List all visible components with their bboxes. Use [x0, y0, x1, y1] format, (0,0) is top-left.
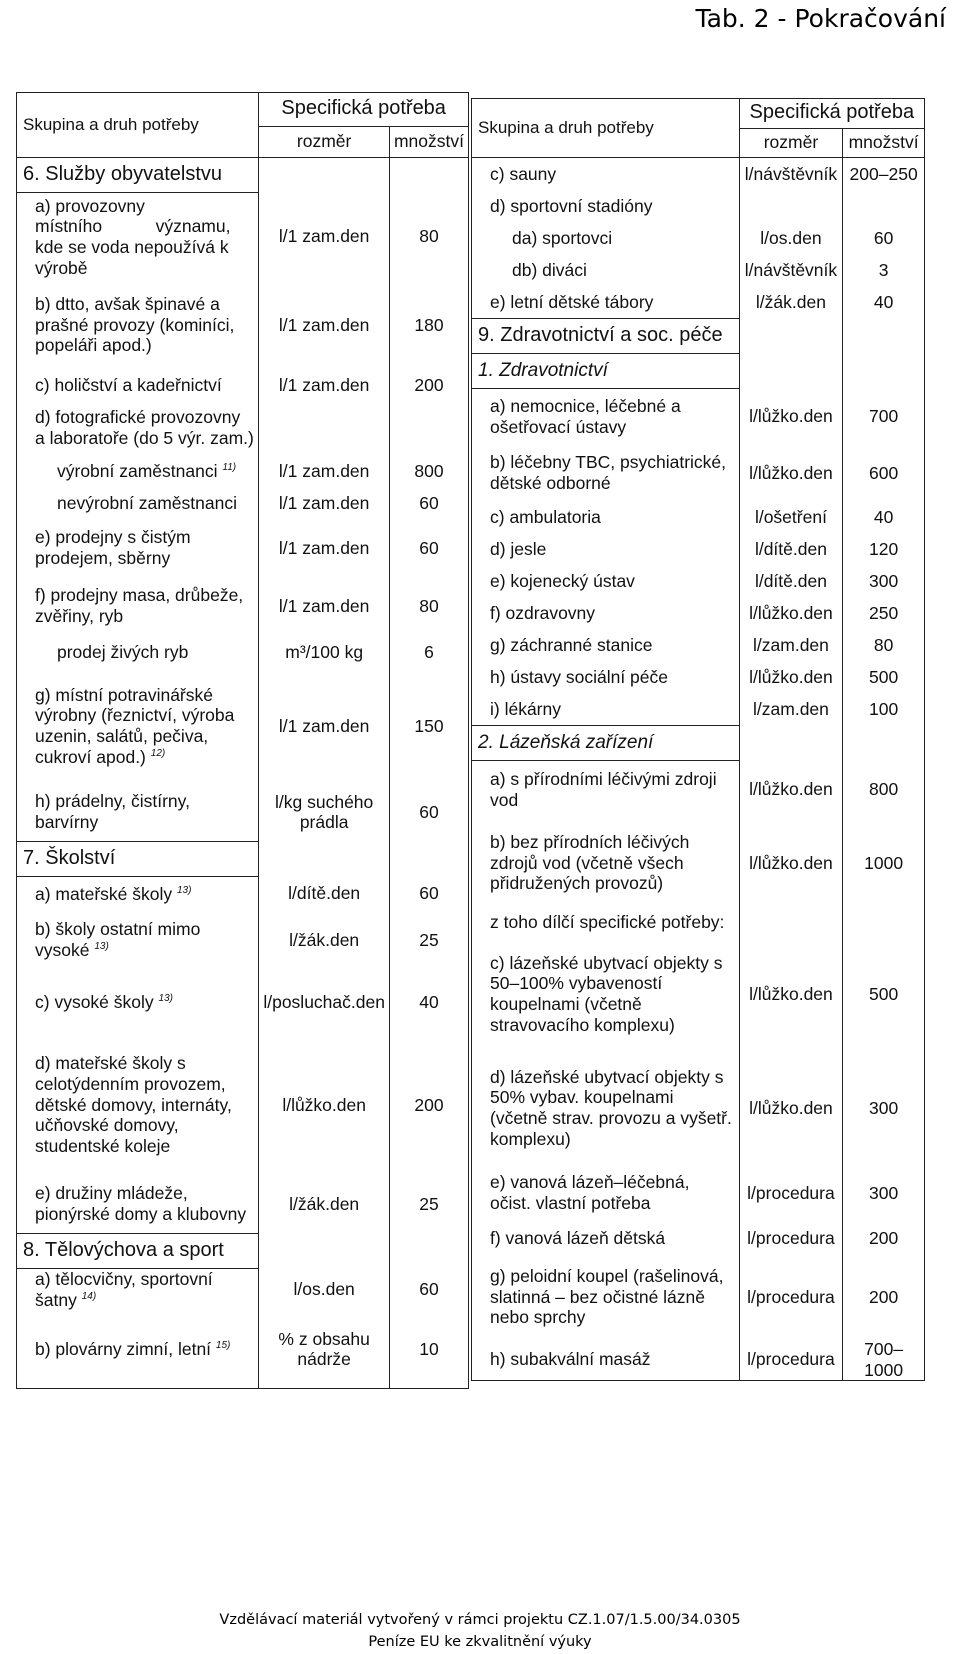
footnote-ref: 14): [81, 1290, 97, 1302]
unit-cell: l/žák.den: [739, 286, 843, 319]
table-row: [472, 907, 925, 937]
quantity-cell: 300: [843, 1051, 925, 1165]
quantity-cell: 1000: [843, 819, 925, 907]
row-label: [472, 389, 740, 446]
row-label: [472, 1255, 740, 1339]
table-row: [472, 501, 925, 533]
table-row: [472, 319, 925, 354]
table-row: [472, 726, 925, 761]
row-label-text: e) družiny mládeže, pionýrské domy a klubovny: [35, 1183, 247, 1224]
table-row: [472, 937, 925, 1051]
table-row: [472, 190, 925, 222]
row-label: [472, 190, 740, 222]
unit-cell: l/zam.den: [739, 693, 843, 726]
row-label-text: b) léčebny TBC, psychiatrické, dětské odborné: [490, 452, 727, 493]
quantity-cell: 180: [389, 281, 468, 369]
table-row: [17, 369, 469, 401]
unit-cell: l/1 zam.den: [259, 455, 390, 487]
unit-cell: l/1 zam.den: [259, 193, 390, 282]
table-row: [17, 783, 469, 842]
table-row: [17, 842, 469, 877]
row-label: [472, 254, 740, 286]
row-label-text: h) subakvální masáž: [490, 1349, 651, 1370]
subsection-heading: 2. Lázeňská zařízení: [472, 726, 740, 761]
row-label-text: výrobní zaměstnanci: [57, 460, 218, 481]
table-row: [472, 629, 925, 661]
col-header-group: Skupina a druh potřeby: [17, 93, 259, 158]
row-label-text: nevýrobní zaměstnanci: [57, 492, 237, 513]
row-label: [17, 577, 259, 635]
unit-cell: l/procedura: [739, 1339, 843, 1381]
row-label: [472, 819, 740, 907]
row-label-text: b) školy ostatní mimo vysoké: [35, 919, 201, 960]
row-label: [472, 629, 740, 661]
row-label: [472, 533, 740, 565]
row-label: [472, 761, 740, 820]
table-row: [472, 354, 925, 389]
row-label: [472, 597, 740, 629]
table-row: [17, 635, 469, 669]
table-row: [17, 877, 469, 912]
empty-cell: [739, 726, 843, 761]
table-row: [17, 1234, 469, 1269]
table-row: [472, 1051, 925, 1165]
row-label-text: d) sportovní stadióny: [490, 195, 653, 216]
row-label: [472, 1051, 740, 1165]
row-label: [17, 911, 259, 969]
unit-cell: l/lůžko.den: [739, 661, 843, 693]
unit-cell: l/žák.den: [259, 1175, 390, 1234]
quantity-cell: 80: [389, 193, 468, 282]
row-label: [17, 519, 259, 577]
quantity-cell: 300: [843, 565, 925, 597]
table-row: [472, 1339, 925, 1381]
row-label-text: f) prodejny masa, drůbeže, zvěřiny, ryb: [35, 585, 244, 626]
table-row: [17, 487, 469, 519]
row-label: [17, 487, 259, 519]
table-row: [472, 693, 925, 726]
table-row: [472, 819, 925, 907]
row-label: [17, 455, 259, 487]
quantity-cell: 40: [843, 501, 925, 533]
row-label: [472, 222, 740, 254]
left-table-body: [17, 158, 469, 1389]
table-row: [17, 969, 469, 1035]
unit-cell: l/os.den: [739, 222, 843, 254]
unit-cell: m³/100 kg: [259, 635, 390, 669]
footnote-ref: 13): [177, 884, 192, 896]
row-label: [17, 193, 259, 282]
row-label: [17, 1035, 259, 1175]
col-header-qty: množství: [843, 128, 925, 158]
quantity-cell: 60: [389, 877, 468, 912]
row-label-text: a) tělocvičny, sportovní šatny: [35, 1269, 213, 1310]
unit-cell: l/procedura: [739, 1165, 843, 1221]
empty-cell: [389, 158, 468, 193]
unit-cell: % z obsahu nádrže: [259, 1310, 390, 1389]
unit-cell: l/lůžko.den: [739, 819, 843, 907]
row-label-text: d) jesle: [490, 538, 547, 559]
row-label-text: a) mateřské školy: [35, 883, 173, 904]
col-header-unit: rozměr: [739, 128, 843, 158]
footer-line-1: Vzdělávací materiál vytvořený v rámci projektu CZ.1.07/1.5.00/34.0305: [219, 1612, 741, 1628]
quantity-cell: 300: [843, 1165, 925, 1221]
section-heading: 6. Služby obyvatelstvu: [17, 158, 259, 193]
row-label-text: c) holičství a kadeřnictví: [35, 374, 222, 395]
quantity-cell: 80: [389, 577, 468, 635]
quantity-cell: [389, 401, 468, 455]
row-label-text: h) prádelny, čistírny, barvírny: [35, 791, 190, 832]
row-label: [17, 401, 259, 455]
quantity-cell: 150: [389, 669, 468, 783]
quantity-cell: 800: [843, 761, 925, 820]
row-label-text: da) sportovci: [512, 227, 613, 248]
quantity-cell: 700–1000: [843, 1339, 925, 1381]
section-heading: 8. Tělovýchova a sport: [17, 1234, 259, 1269]
empty-cell: [259, 1234, 390, 1269]
unit-cell: l/lůžko.den: [739, 1051, 843, 1165]
table-row: [17, 1269, 469, 1311]
row-label-text: b) plovárny zimní, letní: [35, 1338, 212, 1359]
quantity-cell: 200: [843, 1255, 925, 1339]
row-label-text: z toho dílčí specifické potřeby:: [490, 911, 725, 932]
unit-cell: l/lůžko.den: [739, 389, 843, 446]
unit-cell: l/1 zam.den: [259, 487, 390, 519]
quantity-cell: 80: [843, 629, 925, 661]
unit-cell: l/lůžko.den: [739, 597, 843, 629]
row-label-text: f) vanová lázeň dětská: [490, 1227, 666, 1248]
table-row: [17, 1175, 469, 1234]
empty-cell: [843, 319, 925, 354]
row-label: [17, 369, 259, 401]
col-header-spec: Specifická potřeba: [739, 99, 924, 129]
row-label: [472, 286, 740, 319]
quantity-cell: 60: [843, 222, 925, 254]
quantity-cell: 500: [843, 661, 925, 693]
row-label-text: g) peloidní koupel (rašelinová, slatinná – bez očistné lázně nebo sprchy: [490, 1266, 724, 1328]
table-row: [472, 389, 925, 446]
quantity-cell: 60: [389, 487, 468, 519]
quantity-cell: 10: [389, 1310, 468, 1389]
row-label-text: i) lékárny: [490, 698, 561, 719]
empty-cell: [843, 726, 925, 761]
row-label: [17, 1310, 259, 1389]
quantity-cell: 60: [389, 1269, 468, 1311]
right-table: [471, 98, 925, 1381]
unit-cell: l/os.den: [259, 1269, 390, 1311]
row-label: [472, 501, 740, 533]
quantity-cell: 25: [389, 911, 468, 969]
left-table: [16, 92, 469, 1389]
quantity-cell: 200: [389, 369, 468, 401]
row-label-text: c) vysoké školy: [35, 991, 154, 1012]
table-row: [472, 597, 925, 629]
footnote-ref: 13): [94, 941, 109, 953]
unit-cell: l/1 zam.den: [259, 281, 390, 369]
table-row: [472, 533, 925, 565]
table-row: [472, 222, 925, 254]
row-label-text: d) lázeňské ubytvací objekty s 50% vybav. koupelnami (včetně strav. provozu a vyšetř. komplexu): [490, 1066, 732, 1149]
unit-cell: [739, 907, 843, 937]
row-label: [472, 661, 740, 693]
row-label-text: c) sauny: [490, 163, 557, 184]
table-row: [472, 1221, 925, 1255]
unit-cell: l/1 zam.den: [259, 669, 390, 783]
row-label: [17, 1175, 259, 1234]
unit-cell: l/1 zam.den: [259, 577, 390, 635]
table-row: [17, 1310, 469, 1389]
row-label: [472, 158, 740, 191]
empty-cell: [259, 158, 390, 193]
table-row: [17, 577, 469, 635]
unit-cell: [739, 190, 843, 222]
row-label: [472, 1339, 740, 1381]
row-label: [472, 445, 740, 501]
row-label: [472, 693, 740, 726]
table-row: [472, 1255, 925, 1339]
quantity-cell: 25: [389, 1175, 468, 1234]
row-label-text: e) prodejny s čistým prodejem, sběrny: [35, 527, 191, 568]
table-row: [17, 669, 469, 783]
quantity-cell: 60: [389, 519, 468, 577]
unit-cell: l/lůžko.den: [739, 761, 843, 820]
row-label-text: d) mateřské školy s celotýdenním provozem, dětské domovy, internáty, učňovské domovy, studentské koleje: [35, 1053, 232, 1156]
row-label: [17, 669, 259, 783]
row-label-text: b) bez přírodních léčivých zdrojů vod (včetně všech přidružených provozů): [490, 832, 690, 894]
unit-cell: l/dítě.den: [739, 533, 843, 565]
row-label: [472, 1165, 740, 1221]
footnote-ref: 13): [158, 992, 173, 1004]
unit-cell: l/posluchač.den: [259, 969, 390, 1035]
empty-cell: [843, 354, 925, 389]
table-row: [17, 519, 469, 577]
quantity-cell: 6: [389, 635, 468, 669]
quantity-cell: 200: [389, 1035, 468, 1175]
empty-cell: [739, 319, 843, 354]
table-row: [472, 565, 925, 597]
unit-cell: l/dítě.den: [259, 877, 390, 912]
footer-line-2: Peníze EU ke zkvalitnění výuky: [368, 1634, 592, 1650]
row-label-text: db) diváci: [512, 259, 587, 280]
footnote-ref: 15): [215, 1340, 231, 1352]
unit-cell: l/ošetření: [739, 501, 843, 533]
quantity-cell: 200–250: [843, 158, 925, 191]
section-heading: 7. Školství: [17, 842, 259, 877]
unit-cell: l/procedura: [739, 1255, 843, 1339]
col-header-qty: množství: [389, 126, 468, 157]
unit-cell: l/lůžko.den: [739, 445, 843, 501]
row-label: [472, 907, 740, 937]
quantity-cell: 500: [843, 937, 925, 1051]
table-row: [17, 158, 469, 193]
row-label: [472, 937, 740, 1051]
table-row: [17, 281, 469, 369]
table-row: [17, 911, 469, 969]
row-label: [17, 1269, 259, 1311]
empty-cell: [389, 1234, 468, 1269]
quantity-cell: 40: [389, 969, 468, 1035]
quantity-cell: 60: [389, 783, 468, 842]
row-label-text: h) ústavy sociální péče: [490, 666, 669, 687]
unit-cell: l/zam.den: [739, 629, 843, 661]
quantity-cell: 200: [843, 1221, 925, 1255]
empty-cell: [259, 842, 390, 877]
table-row: [472, 761, 925, 820]
unit-cell: [259, 401, 390, 455]
footnote-ref: 11): [222, 461, 237, 473]
row-label-text: b) dtto, avšak špinavé a prašné provozy (kominíci, popeláři apod.): [35, 294, 235, 356]
quantity-cell: 600: [843, 445, 925, 501]
footnote-ref: 12): [150, 747, 166, 759]
row-label-text: d) fotografické provozovny a laboratoře (do 5 výr. zam.): [35, 407, 254, 448]
row-label: [17, 877, 259, 912]
quantity-cell: 120: [843, 533, 925, 565]
row-label: [472, 565, 740, 597]
right-table-body: [472, 158, 925, 1381]
unit-cell: l/1 zam.den: [259, 369, 390, 401]
col-header-spec: Specifická potřeba: [259, 93, 469, 127]
row-label: [17, 635, 259, 669]
table-row: [472, 158, 925, 191]
unit-cell: l/dítě.den: [739, 565, 843, 597]
unit-cell: l/procedura: [739, 1221, 843, 1255]
unit-cell: l/žák.den: [259, 911, 390, 969]
unit-cell: l/návštěvník: [739, 158, 843, 191]
table-row: [17, 193, 469, 282]
table-row: [17, 1035, 469, 1175]
row-label: [17, 969, 259, 1035]
unit-cell: l/lůžko.den: [739, 937, 843, 1051]
row-label: [17, 281, 259, 369]
quantity-cell: 3: [843, 254, 925, 286]
table-row: [472, 661, 925, 693]
row-label-text: f) ozdravovny: [490, 602, 596, 623]
quantity-cell: 40: [843, 286, 925, 319]
unit-cell: l/návštěvník: [739, 254, 843, 286]
quantity-cell: 250: [843, 597, 925, 629]
row-label-text: g) místní potravinářské výrobny (řeznictví, výroba uzenin, salátů, pečiva, cukroví apod.): [35, 684, 235, 767]
quantity-cell: 700: [843, 389, 925, 446]
col-header-unit: rozměr: [259, 126, 390, 157]
row-label: [472, 1221, 740, 1255]
unit-cell: l/1 zam.den: [259, 519, 390, 577]
row-label-text: prodej živých ryb: [57, 641, 189, 662]
section-heading: 9. Zdravotnictví a soc. péče: [472, 319, 740, 354]
table-row: [472, 286, 925, 319]
row-label-text: c) lázeňské ubytvací objekty s 50–100% vybaveností koupelnami (včetně stravovacího komplexu): [490, 952, 723, 1035]
row-label-text: a) nemocnice, léčebné a ošetřovací ústavy: [490, 396, 681, 437]
row-label-text: e) letní dětské tábory: [490, 291, 654, 312]
page-title: Tab. 2 - Pokračování: [695, 4, 946, 33]
table-row: [17, 455, 469, 487]
row-label-text: a) provozovny místního významu, kde se voda nepoužívá k výrobě: [35, 195, 231, 278]
table-row: [472, 1165, 925, 1221]
row-label-text: e) vanová lázeň–léčebná, očist. vlastní potřeba: [490, 1172, 690, 1213]
col-header-group: Skupina a druh potřeby: [472, 99, 740, 158]
unit-cell: l/lůžko.den: [259, 1035, 390, 1175]
subsection-heading: 1. Zdravotnictví: [472, 354, 740, 389]
empty-cell: [389, 842, 468, 877]
table-row: [472, 254, 925, 286]
quantity-cell: [843, 190, 925, 222]
empty-cell: [739, 354, 843, 389]
row-label: [17, 783, 259, 842]
row-label-text: e) kojenecký ústav: [490, 570, 635, 591]
row-label-text: g) záchranné stanice: [490, 634, 653, 655]
quantity-cell: 100: [843, 693, 925, 726]
row-label-text: c) ambulatoria: [490, 506, 601, 527]
row-label-text: a) s přírodními léčivými zdroji vod: [490, 769, 717, 810]
table-row: [17, 401, 469, 455]
quantity-cell: [843, 907, 925, 937]
unit-cell: l/kg suchého prádla: [259, 783, 390, 842]
table-row: [472, 445, 925, 501]
quantity-cell: 800: [389, 455, 468, 487]
